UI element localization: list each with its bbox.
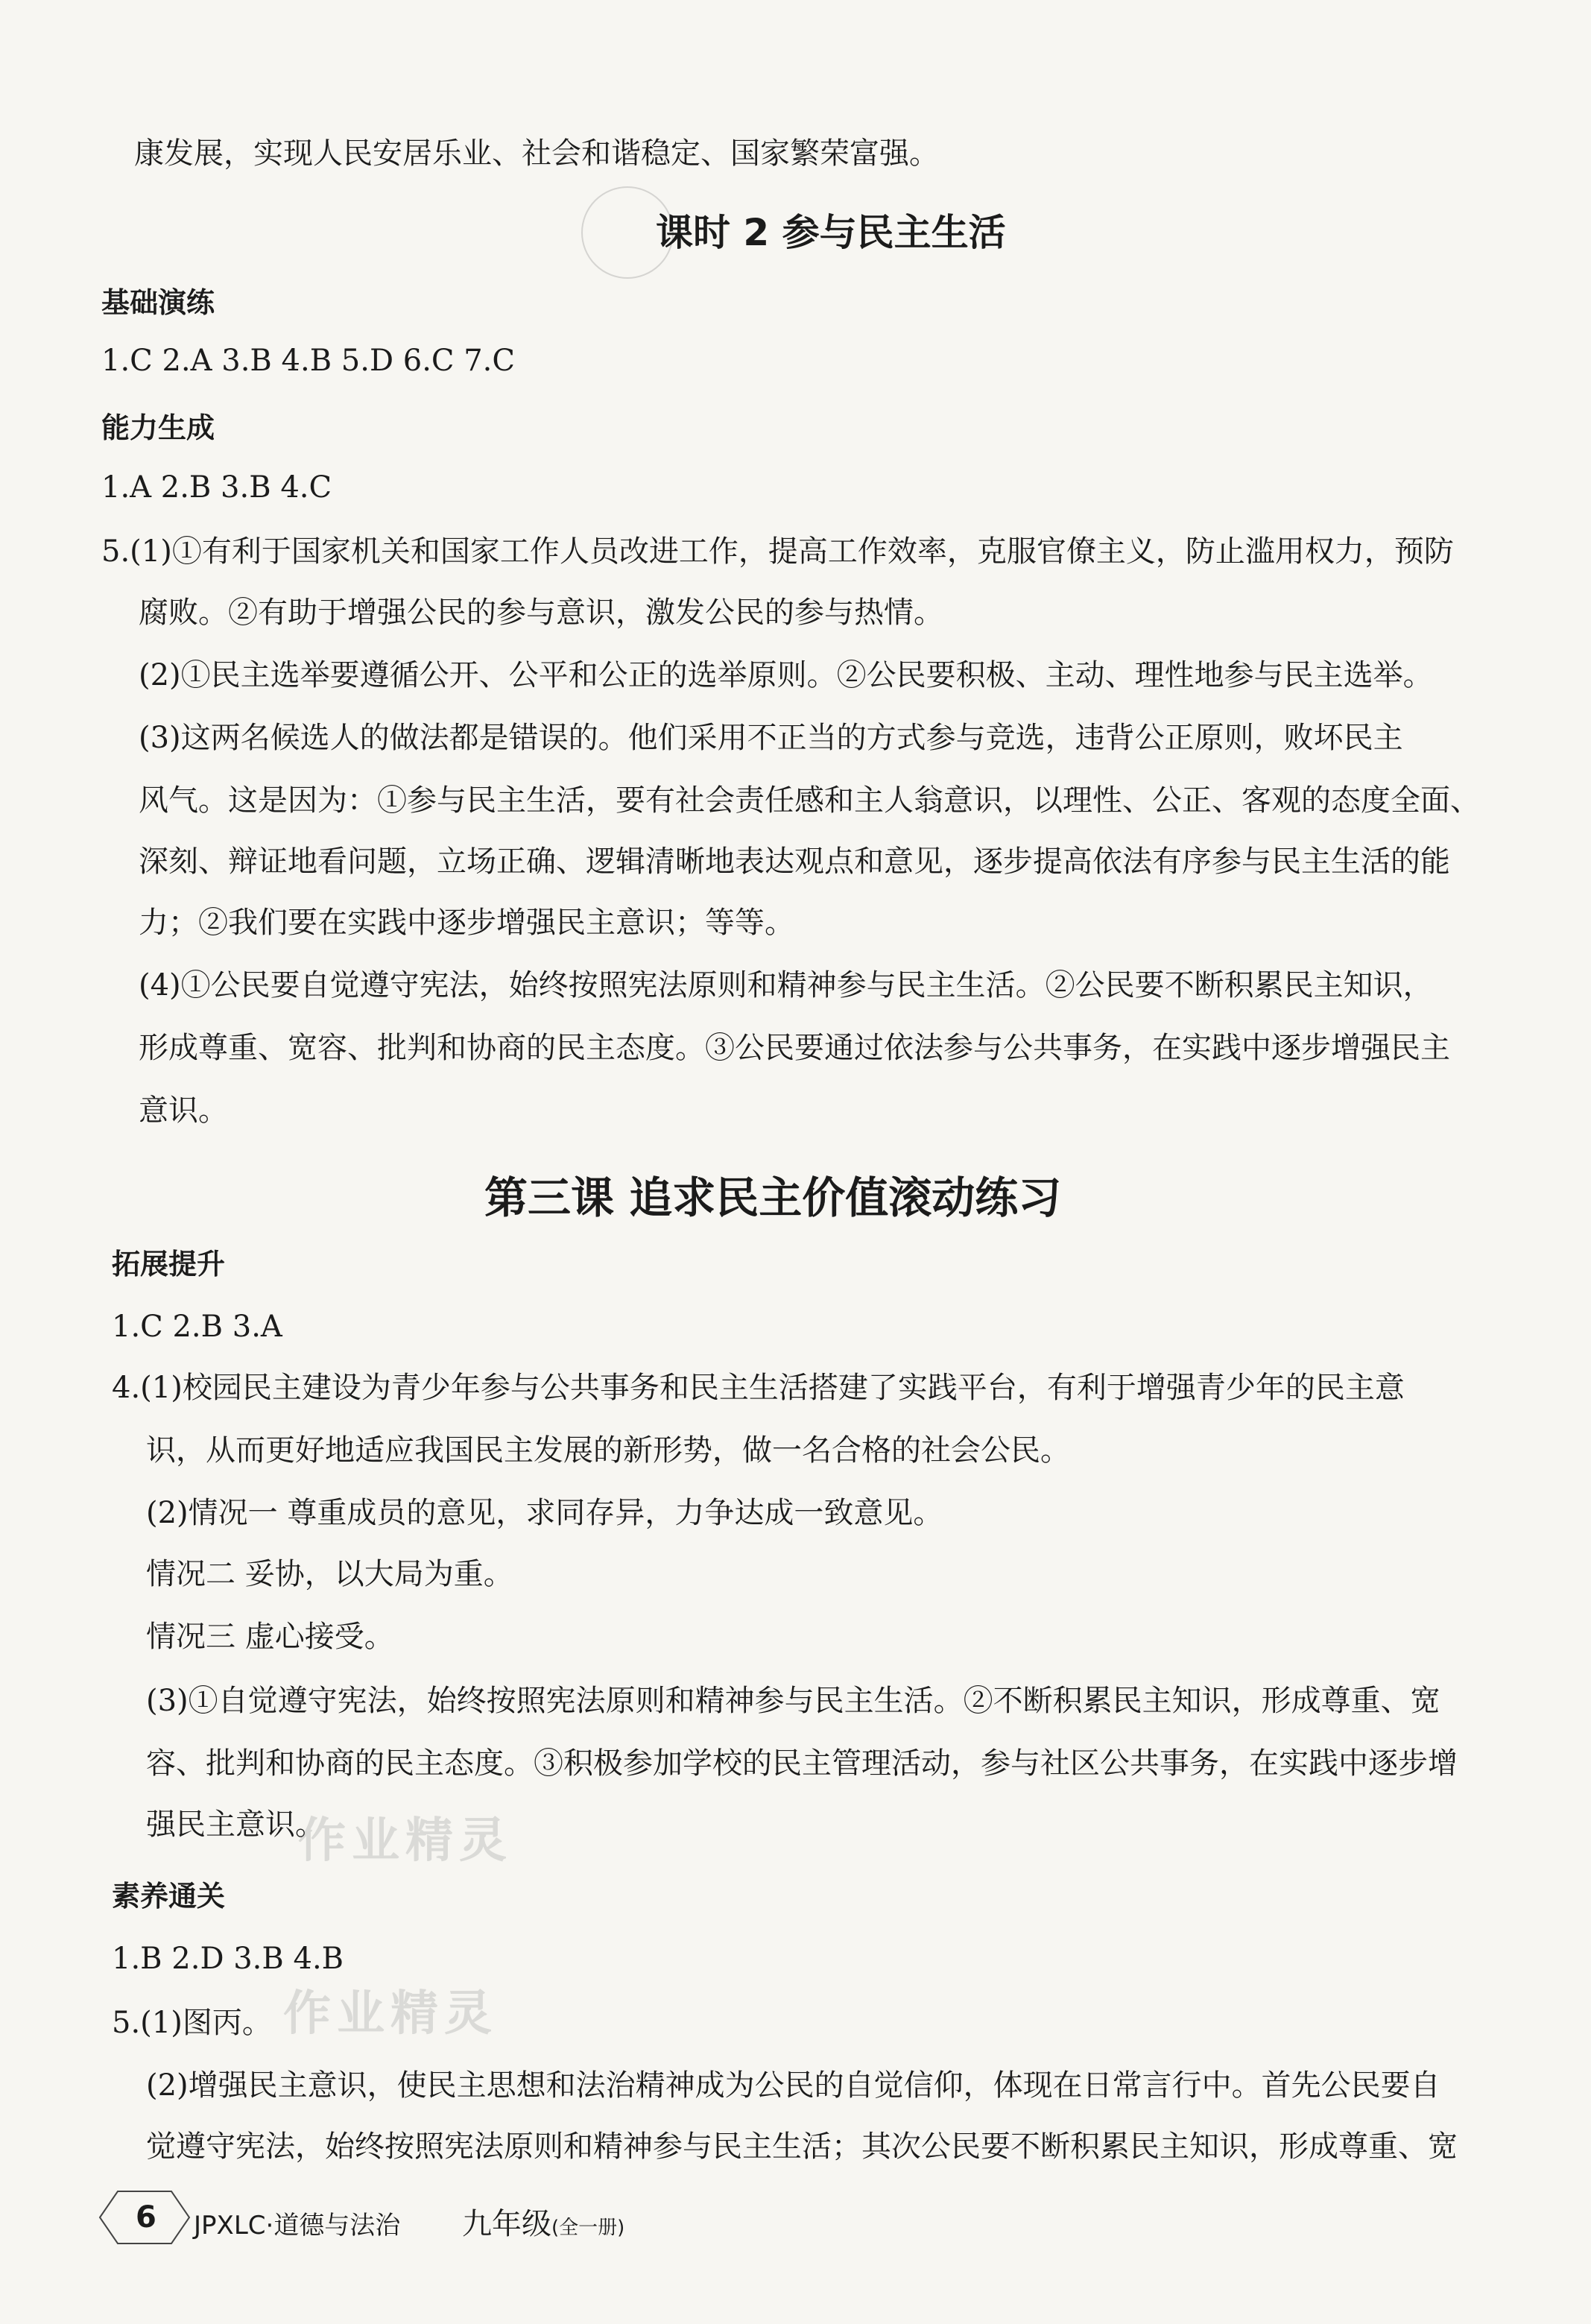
l2-q5-line: 5.(1)①有利于国家机关和国家工作人员改进工作，提高工作效率，克服官僚主义，防止滥用权力，预防	[101, 534, 1454, 569]
footer-grade-text: 九年级	[462, 2207, 551, 2241]
l3-q4-line: 识，从而更好地适应我国民主发展的新形势，做一名合格的社会公民。	[146, 1433, 1070, 1468]
l2-q5-line: (3)这两名候选人的做法都是错误的。他们采用不正当的方式参与竞选，违背公正原则，败坏民主	[139, 721, 1403, 755]
l3-q4-line: 容、批判和协商的民主态度。③积极参加学校的民主管理活动，参与社区公共事务，在实践中逐步增	[146, 1746, 1458, 1781]
basic-label: 基础演练	[101, 286, 215, 319]
l2-q5-line: 形成尊重、宽容、批判和协商的民主态度。③公民要通过依法参与公共事务，在实践中逐步增强民主	[139, 1031, 1450, 1065]
footer-series: JPXLC·道德与法治	[194, 2211, 401, 2241]
l2-q5-line: 深刻、辩证地看问题，立场正确、逻辑清晰地表达观点和意见，逐步提高依法有序参与民主生活的能	[139, 844, 1450, 879]
continued-text: 康发展，实现人民安居乐业、社会和谐稳定、国家繁荣富强。	[134, 136, 939, 171]
l3-q5-line: 5.(1)图丙。	[112, 2006, 272, 2040]
l2-q5-line: 意识。	[139, 1093, 228, 1128]
l2-q5-line: (4)①公民要自觉遵守宪法，始终按照宪法原则和精神参与民主生活。②公民要不断积累民主知识，	[139, 968, 1433, 1002]
l3-q5-line: 觉遵守宪法，始终按照宪法原则和精神参与民主生活；其次公民要不断积累民主知识，形成尊重、宽	[146, 2129, 1458, 2164]
l3-q4-line: (3)①自觉遵守宪法，始终按照宪法原则和精神参与民主生活。②不断积累民主知识，形成尊重、宽	[146, 1684, 1440, 1718]
watermark-stamp: 作业精灵	[283, 1986, 498, 2042]
l3-q4-line: 情况二 妥协，以大局为重。	[146, 1557, 513, 1591]
page-number: 6	[136, 2200, 156, 2235]
l3-q4-line: 情况三 虚心接受。	[146, 1620, 394, 1654]
footer-volume: (全一册)	[551, 2217, 625, 2239]
lesson2-title: 课时 2 参与民主生活	[656, 211, 1006, 254]
l3-q5-line: (2)增强民主意识，使民主思想和法治精神成为公民的自觉信仰，体现在日常言行中。首先公民要自	[146, 2068, 1440, 2103]
lesson3-title: 第三课 追求民主价值滚动练习	[484, 1172, 1062, 1223]
footer-grade	[462, 2200, 624, 2243]
literacy-label: 素养通关	[112, 1880, 226, 1913]
l3-q4-line: 4.(1)校园民主建设为青少年参与公共事务和民主生活搭建了实践平台，有利于增强青少年的民主意	[112, 1371, 1405, 1405]
expand-label: 拓展提升	[112, 1248, 226, 1281]
l2-q5-line: (2)①民主选举要遵循公开、公平和公正的选举原则。②公民要积极、主动、理性地参与民主选举。	[139, 658, 1433, 692]
expand-answers: 1.C 2.B 3.A	[112, 1310, 282, 1344]
l2-q5-line: 力；②我们要在实践中逐步增强民主意识；等等。	[139, 906, 794, 940]
watermark-stamp: 作业精灵	[298, 1813, 513, 1869]
l2-q5-line: 腐败。②有助于增强公民的参与意识，激发公民的参与热情。	[139, 596, 943, 630]
l2-q5-line: 风气。这是因为：①参与民主生活，要有社会责任感和主人翁意识，以理性、公正、客观的态度全面、	[139, 783, 1480, 818]
ability-answers: 1.A 2.B 3.B 4.C	[101, 470, 332, 505]
literacy-answers: 1.B 2.D 3.B 4.B	[112, 1942, 344, 1976]
basic-answers: 1.C 2.A 3.B 4.B 5.D 6.C 7.C	[101, 344, 515, 378]
ability-label: 能力生成	[101, 411, 215, 444]
l3-q4-line: (2)情况一 尊重成员的意见，求同存异，力争达成一致意见。	[146, 1496, 943, 1530]
l3-q4-line: 强民主意识。	[146, 1807, 325, 1842]
